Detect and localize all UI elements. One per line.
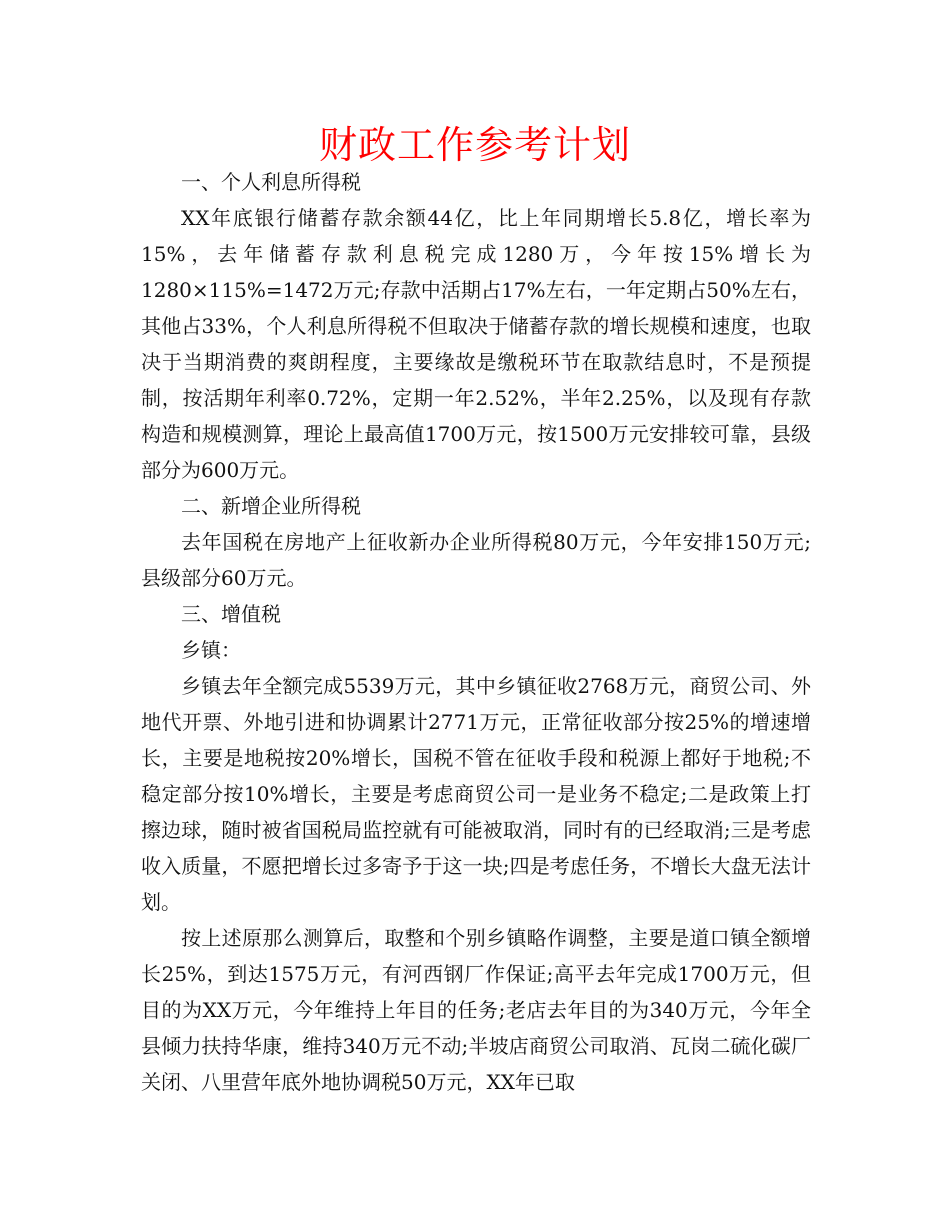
page-title: 财政工作参考计划 [318,123,631,167]
section-heading-vat: 三、增值税 [181,602,281,626]
subheading-townships: 乡镇： [181,638,241,662]
document-body [141,164,811,1100]
paragraph-personal-interest-tax: XX年底银行储蓄存款余额44亿，比上年同期增长5.8亿，增长率为15%，去年储蓄存款利息税完成1280万，今年按15%增长为1280×115%=1472万元;存款中活期占17%左右，一年定期占50%左右，其他占33%，个人利息所得税不但取决于储蓄存款的增长规模和速度，也取决于当期消费的爽朗程度，主要缘故是缴税环节在取款结息时，不是预提制，按活期年利率0.72%，定期一年2.52%，半年2.25%，以及现有存款构造和规模测算，理论上最高值1700万元，按1500万元安排较可靠，县级部分为600万元。 [141,206,811,482]
section-heading-new-enterprise-tax: 二、新增企业所得税 [181,494,361,518]
paragraph-townships-vat: 乡镇去年全额完成5539万元，其中乡镇征收2768万元，商贸公司、外地代开票、外地引进和协调累计2771万元，正常征收部分按25%的增速增长，主要是地税按20%增长，国税不管在征收手段和税源上都好于地税;不稳定部分按10%增长，主要是考虑商贸公司一是业务不稳定;二是政策上打擦边球，随时被省国税局监控就有可能被取消，同时有的已经取消;三是考虑收入质量，不愿把增长过多寄予于这一块;四是考虑任务，不增长大盘无法计划。 [141,674,811,914]
paragraph-township-adjustments: 按上述原那么测算后，取整和个别乡镇略作调整，主要是道口镇全额增长25%，到达1575万元，有河西钢厂作保证;高平去年完成1700万元，但目的为XX万元，今年维持上年目的任务;老店去年目的为340万元，今年全县倾力扶持华康，维持340万元不动;半坡店商贸公司取消、瓦岗二硫化碳厂关闭、八里营年底外地协调税50万元，XX年已取 [141,926,811,1094]
section-heading-personal-interest-tax: 一、个人利息所得税 [181,170,361,194]
paragraph-new-enterprise-tax: 去年国税在房地产上征收新办企业所得税80万元，今年安排150万元;县级部分60万元。 [141,530,811,590]
